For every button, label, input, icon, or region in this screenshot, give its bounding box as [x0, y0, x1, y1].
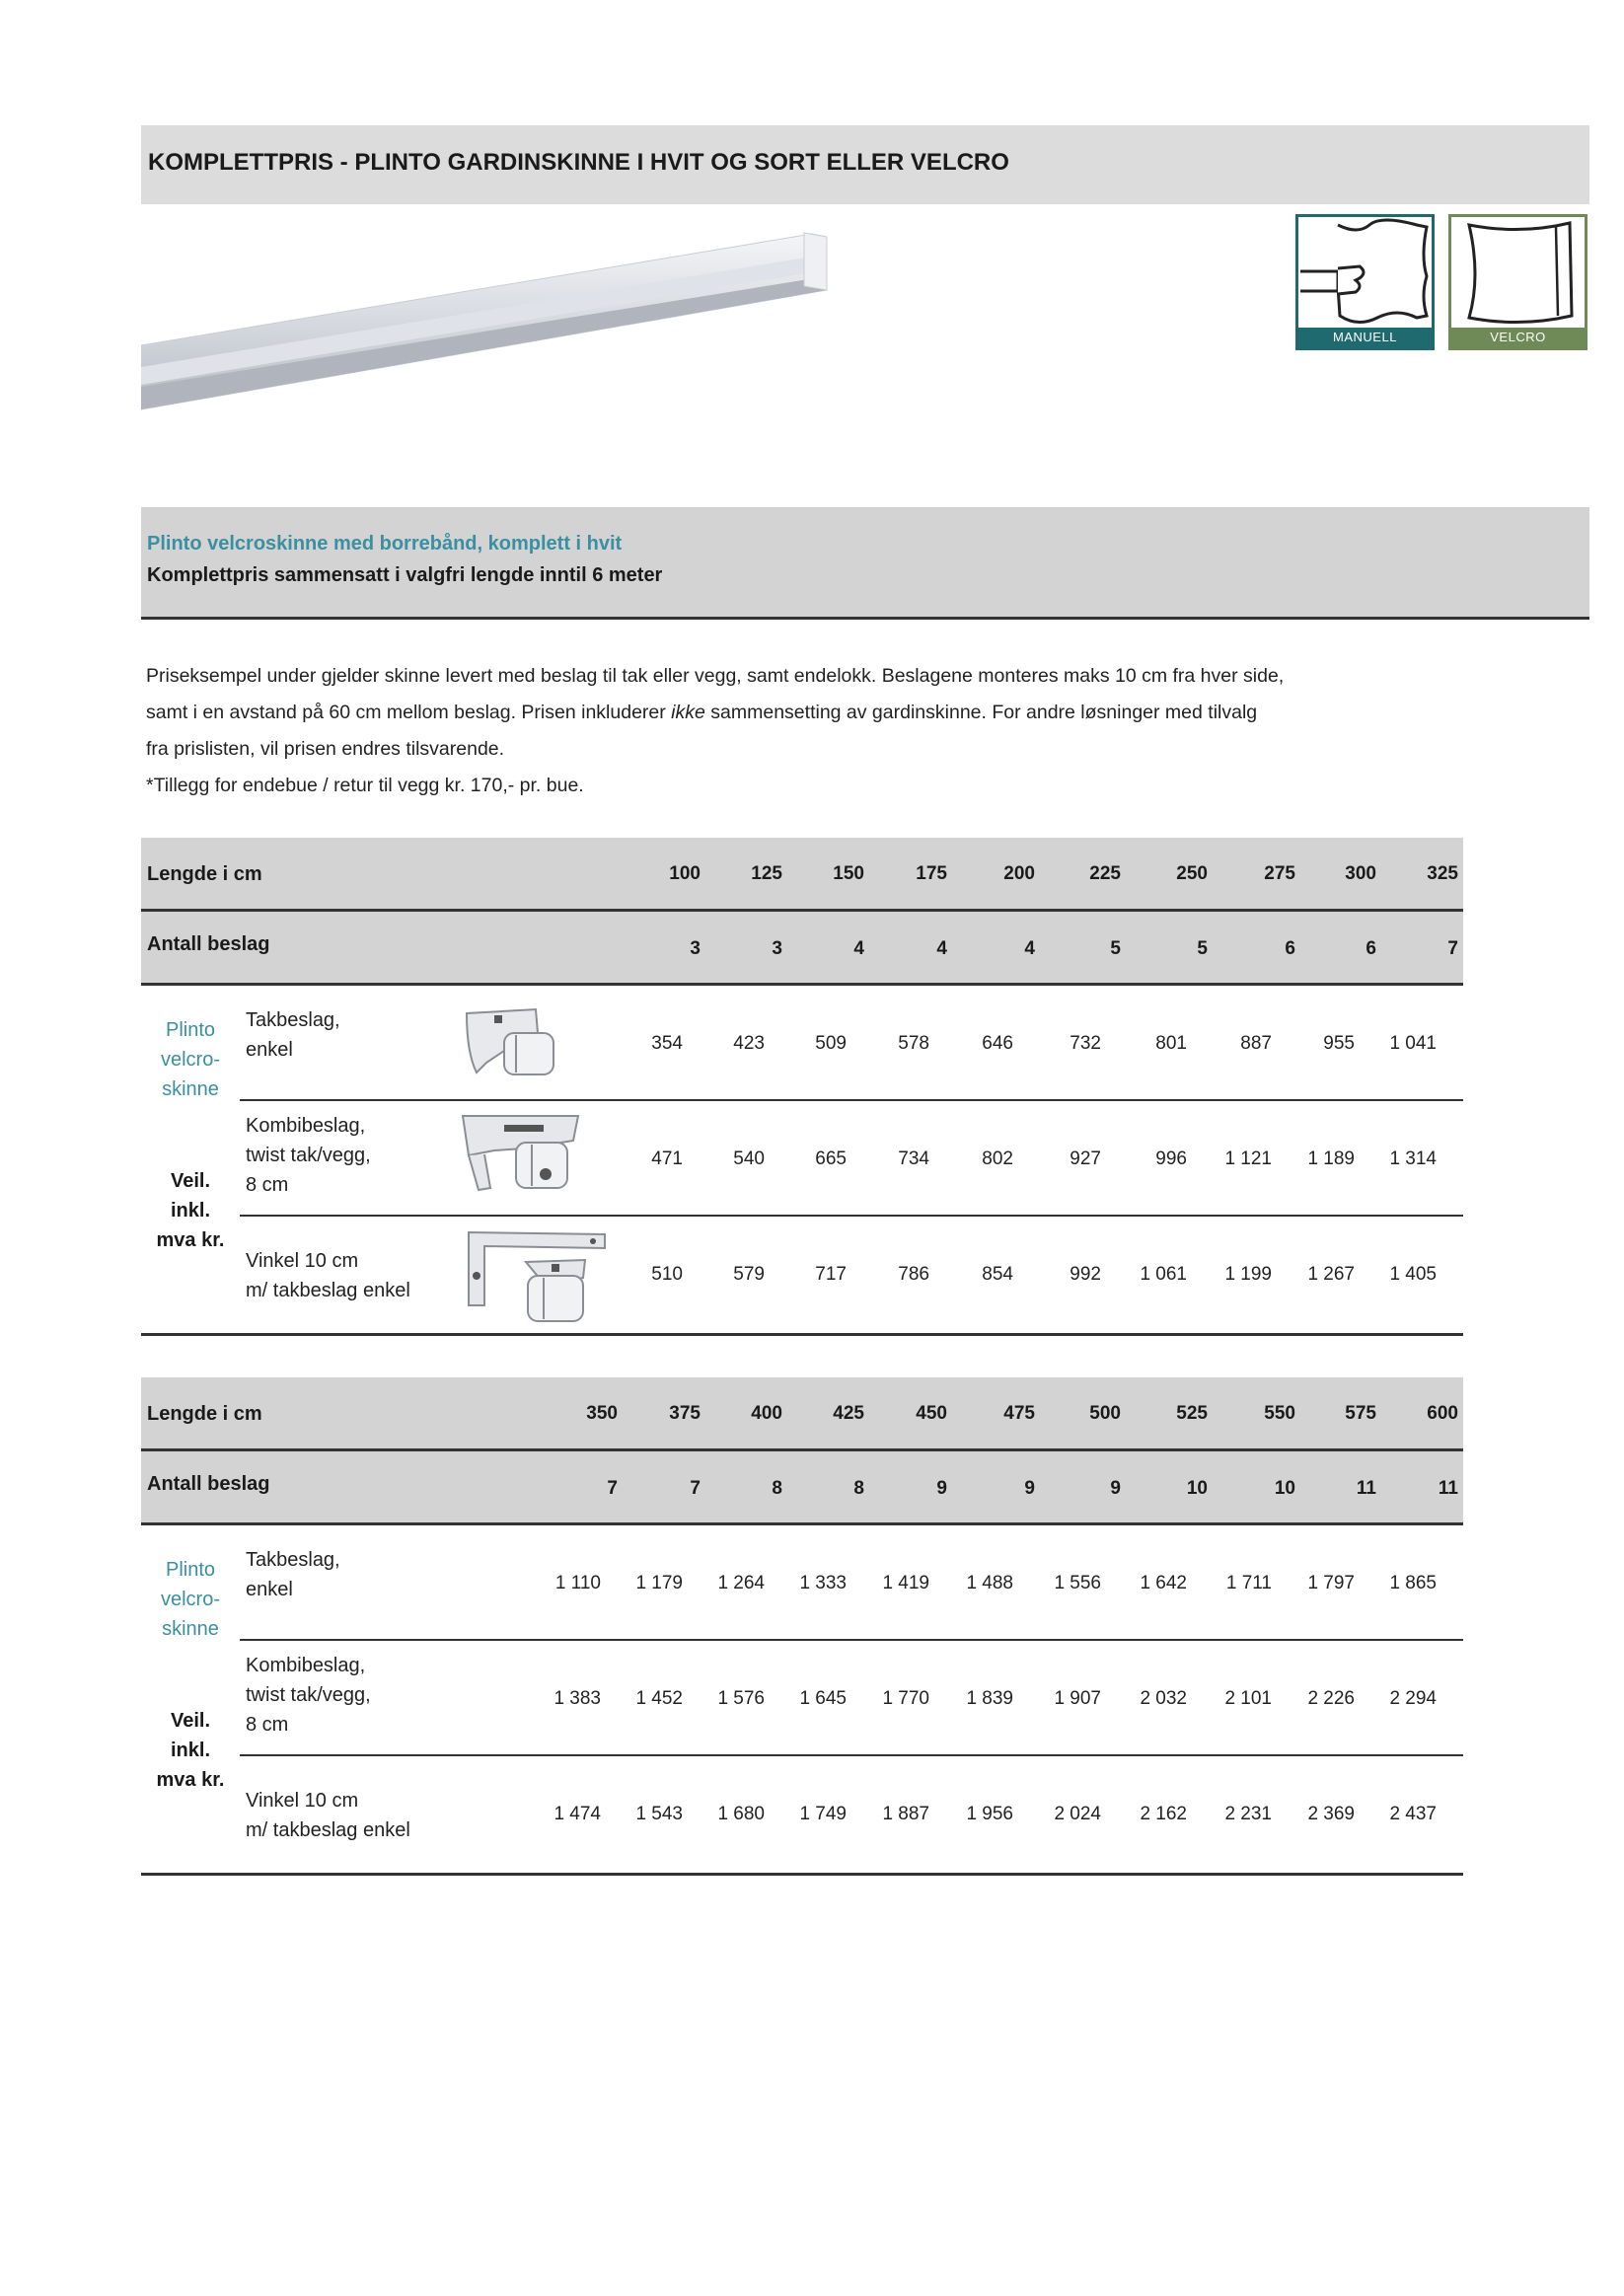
brackets-row: [141, 912, 1463, 986]
length-cell: 150: [833, 863, 864, 884]
length-cell: 225: [1089, 863, 1121, 884]
page-title: KOMPLETTPRIS - PLINTO GARDINSKINNE I HVIT OG SORT ELLER VELCRO: [148, 149, 1009, 176]
brackets-cell: 6: [1285, 938, 1295, 959]
price-cell: 578: [898, 1033, 929, 1054]
price-cell: 1 199: [1224, 1264, 1272, 1285]
price-cell: 1 264: [717, 1573, 765, 1593]
brackets-cell: 3: [772, 938, 782, 959]
length-label: Lengde i cm: [147, 1403, 262, 1425]
description-line-4: *Tillegg for endebue / retur til vegg kr. 170,- pr. bue.: [146, 775, 584, 796]
price-cell: 1 488: [966, 1573, 1013, 1593]
price-cell: 2 162: [1140, 1804, 1187, 1824]
length-cell: 300: [1345, 863, 1376, 884]
price-cell: 1 770: [882, 1688, 929, 1709]
length-cell: 200: [1003, 863, 1035, 884]
manual-badge: [1295, 214, 1435, 350]
manual-caption: MANUELL: [1298, 328, 1432, 347]
price-cell: 2 226: [1307, 1688, 1355, 1709]
title-bar: [141, 125, 1589, 204]
price-cell: 646: [982, 1033, 1013, 1054]
price-cell: 2 437: [1389, 1804, 1437, 1824]
length-cell: 100: [669, 863, 701, 884]
velcro-curtain-icon: [1451, 217, 1585, 328]
price-cell: 717: [815, 1264, 847, 1285]
price-cell: 1 121: [1224, 1148, 1272, 1169]
curtain-rail-image: [141, 229, 832, 411]
brackets-cell: 9: [1110, 1478, 1121, 1499]
price-cell: 734: [898, 1148, 929, 1169]
price-cell: 1 333: [799, 1573, 847, 1593]
price-cell: 1 405: [1389, 1264, 1437, 1285]
brackets-cell: 4: [1024, 938, 1035, 959]
length-cell: 375: [669, 1403, 701, 1424]
length-row: [141, 838, 1463, 912]
product-label: Takbeslag, enkel: [246, 1009, 340, 1061]
price-cell: 1 419: [882, 1573, 929, 1593]
brackets-cell: 7: [607, 1478, 618, 1499]
length-cell: 525: [1176, 1403, 1208, 1424]
price-cell: 1 865: [1389, 1573, 1437, 1593]
length-cell: 175: [916, 863, 947, 884]
price-cell: 1 041: [1389, 1033, 1437, 1054]
length-label: Lengde i cm: [147, 863, 262, 885]
price-cell: 1 383: [554, 1688, 601, 1709]
length-cell: 350: [586, 1403, 618, 1424]
price-cell: 2 231: [1224, 1804, 1272, 1824]
brackets-cell: 10: [1186, 1478, 1208, 1499]
hand-curtain-icon: [1298, 217, 1432, 328]
price-table-2: [141, 1377, 1463, 1876]
brackets-cell: 11: [1356, 1478, 1376, 1499]
price-cell: 1 452: [635, 1688, 683, 1709]
price-cell: 1 267: [1307, 1264, 1355, 1285]
price-cell: 1 576: [717, 1688, 765, 1709]
product-label: Takbeslag, enkel: [246, 1549, 340, 1600]
description-emphasis: ikke: [671, 702, 705, 723]
price-cell: 2 294: [1389, 1688, 1437, 1709]
price-cell: 1 642: [1140, 1573, 1187, 1593]
price-cell: 509: [815, 1033, 847, 1054]
price-row-kombibeslag: [240, 1641, 1463, 1756]
price-note: Veil. inkl. mva kr.: [156, 1710, 225, 1791]
price-cell: 510: [651, 1264, 683, 1285]
length-cell: 400: [751, 1403, 782, 1424]
price-cell: 992: [1070, 1264, 1101, 1285]
product-label: Vinkel 10 cm m/ takbeslag enkel: [246, 1250, 410, 1301]
product-label: Kombibeslag, twist tak/vegg, 8 cm: [246, 1655, 371, 1736]
price-cell: 786: [898, 1264, 929, 1285]
price-cell: 1 543: [635, 1804, 683, 1824]
length-cell: 450: [916, 1403, 947, 1424]
length-cell: 500: [1089, 1403, 1121, 1424]
price-cell: 354: [651, 1033, 683, 1054]
length-cell: 600: [1427, 1403, 1458, 1424]
combi-bracket-image: [455, 1111, 588, 1205]
price-cell: 471: [651, 1148, 683, 1169]
price-cell: 1 189: [1307, 1148, 1355, 1169]
price-row-kombibeslag: [240, 1101, 1463, 1217]
price-body: [141, 1525, 1463, 1876]
price-row-vinkel: [240, 1217, 1463, 1330]
price-cell: 732: [1070, 1033, 1101, 1054]
price-cell: 1 061: [1140, 1264, 1187, 1285]
price-cell: 2 032: [1140, 1688, 1187, 1709]
price-cell: 996: [1155, 1148, 1187, 1169]
price-cell: 1 556: [1054, 1573, 1101, 1593]
product-label: Vinkel 10 cm m/ takbeslag enkel: [246, 1790, 410, 1841]
brackets-cell: 4: [936, 938, 947, 959]
price-cell: 1 956: [966, 1804, 1013, 1824]
price-note: Veil. inkl. mva kr.: [156, 1170, 225, 1251]
price-cell: 1 179: [635, 1573, 683, 1593]
brackets-cell: 11: [1438, 1478, 1458, 1499]
brackets-label: Antall beslag: [147, 1473, 270, 1495]
price-cell: 1 314: [1389, 1148, 1437, 1169]
price-row-takbeslag: [240, 986, 1463, 1101]
brackets-label: Antall beslag: [147, 933, 270, 955]
length-cell: 425: [833, 1403, 864, 1424]
brackets-cell: 6: [1366, 938, 1376, 959]
brackets-cell: 7: [690, 1478, 701, 1499]
brackets-cell: 3: [690, 938, 701, 959]
price-cell: 665: [815, 1148, 847, 1169]
price-table-1: [141, 838, 1463, 1336]
price-cell: 955: [1323, 1033, 1355, 1054]
price-cell: 887: [1240, 1033, 1272, 1054]
price-cell: 1 907: [1054, 1688, 1101, 1709]
angle-bracket-image: [457, 1226, 615, 1330]
price-cell: 1 711: [1225, 1573, 1272, 1593]
price-cell: 1 839: [966, 1688, 1013, 1709]
length-cell: 275: [1264, 863, 1295, 884]
length-cell: 575: [1345, 1403, 1376, 1424]
section-title: Plinto velcroskinne med borrebånd, komplett i hvit: [147, 533, 623, 555]
ceiling-bracket-image: [457, 1003, 565, 1082]
length-cell: 475: [1003, 1403, 1035, 1424]
brackets-cell: 9: [936, 1478, 947, 1499]
section-subtitle: Komplettpris sammensatt i valgfri lengde inntil 6 meter: [147, 564, 663, 586]
price-cell: 1 110: [554, 1573, 601, 1593]
price-cell: 1 797: [1307, 1573, 1355, 1593]
length-cell: 550: [1264, 1403, 1295, 1424]
price-row-takbeslag: [240, 1525, 1463, 1641]
price-cell: 802: [982, 1148, 1013, 1169]
price-cell: 540: [733, 1148, 765, 1169]
description-line-1: Priseksempel under gjelder skinne levert med beslag til tak eller vegg, samt endelokk. Beslagene monteres maks 10 cm fra hver side,: [146, 665, 1285, 687]
length-cell: 325: [1427, 863, 1458, 884]
brackets-cell: 9: [1024, 1478, 1035, 1499]
price-cell: 2 369: [1307, 1804, 1355, 1824]
brackets-row: [141, 1451, 1463, 1525]
price-cell: 423: [733, 1033, 765, 1054]
length-cell: 250: [1176, 863, 1208, 884]
length-cell: 125: [751, 863, 782, 884]
product-label: Kombibeslag, twist tak/vegg, 8 cm: [246, 1115, 371, 1196]
price-cell: 1 680: [717, 1804, 765, 1824]
price-body: [141, 986, 1463, 1336]
brackets-cell: 5: [1197, 938, 1208, 959]
product-name: Plinto velcro- skinne: [160, 1559, 220, 1640]
price-cell: 927: [1070, 1148, 1101, 1169]
product-name: Plinto velcro- skinne: [160, 1019, 220, 1100]
brackets-cell: 10: [1274, 1478, 1295, 1499]
price-cell: 2 024: [1054, 1804, 1101, 1824]
velcro-caption: VELCRO: [1451, 328, 1585, 347]
price-cell: 2 101: [1224, 1688, 1272, 1709]
price-cell: 579: [733, 1264, 765, 1285]
section-header: [141, 507, 1589, 620]
brackets-cell: 7: [1447, 938, 1458, 959]
price-cell: 801: [1155, 1033, 1187, 1054]
length-row: [141, 1377, 1463, 1451]
price-cell: 1 749: [799, 1804, 847, 1824]
brackets-cell: 5: [1110, 938, 1121, 959]
brackets-cell: 8: [853, 1478, 864, 1499]
brackets-cell: 4: [853, 938, 864, 959]
description-line-3: fra prislisten, vil prisen endres tilsvarende.: [146, 738, 505, 760]
price-cell: 854: [982, 1264, 1013, 1285]
price-cell: 1 645: [799, 1688, 847, 1709]
description: [146, 658, 1429, 804]
price-cell: 1 887: [882, 1804, 929, 1824]
velcro-badge: [1448, 214, 1587, 350]
description-line-2: samt i en avstand på 60 cm mellom beslag. Prisen inkluderer ikke sammensetting av gardinskinne. For andre løsninger med tilvalg: [146, 702, 1258, 723]
price-row-vinkel: [240, 1756, 1463, 1870]
price-cell: 1 474: [554, 1804, 601, 1824]
brackets-cell: 8: [772, 1478, 782, 1499]
